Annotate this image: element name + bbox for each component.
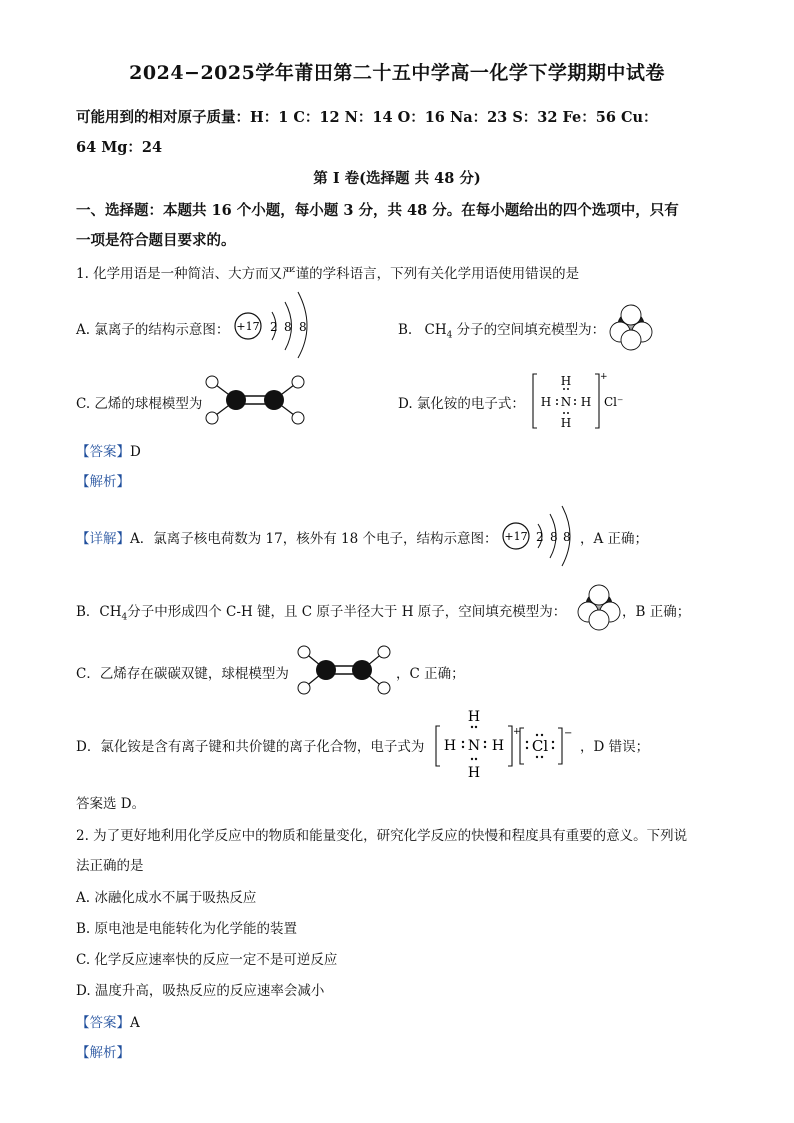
ethylene-ball-stick-model-detail <box>294 642 394 698</box>
atom-h-right: H <box>580 395 592 409</box>
q2-answer-value: A <box>130 1015 140 1031</box>
q2-analysis-label: 【解析】 <box>76 1045 130 1061</box>
q2-option-c: C. 化学反应速率快的反应一定不是可逆反应 <box>76 952 338 968</box>
section-title: 第 I 卷(选择题 共 48 分) <box>313 170 481 187</box>
ammonium-chloride-electron-formula-option <box>530 370 630 432</box>
q1-stem: 1. 化学用语是一种简洁、大方而又严谨的学科语言，下列有关化学用语使用错误的是 <box>76 266 580 282</box>
detail-b-letter: B． <box>76 604 100 620</box>
detail-charge-minus: − <box>564 728 573 739</box>
q1-detail-b <box>76 600 566 623</box>
q2-option-a: A. 冰融化成水不属于吸热反应 <box>76 890 257 906</box>
q1-answer <box>76 440 141 460</box>
q2-stem-line2: 法正确的是 <box>76 858 144 874</box>
charge-plus: + <box>600 372 608 382</box>
q1-detail-d: D．氯化铵是含有离子键和共价键的离子化合物，电子式为 <box>76 739 425 755</box>
detail-b-formula-subscript: 4 <box>121 612 128 623</box>
atom-h-bottom: H <box>560 416 572 430</box>
q1-analysis-label: 【解析】 <box>76 474 130 490</box>
detail-shell-3: 8 <box>563 530 571 544</box>
shell-2-count: 8 <box>284 320 292 334</box>
option-b-text: 分子的空间填充模型为： <box>456 322 606 338</box>
shell-1-count: 2 <box>270 320 278 334</box>
detail-a-text: A．氯离子核电荷数为 17，核外有 18 个电子，结构示意图： <box>130 531 498 547</box>
page-title: 2024−2025学年莆田第二十五中学高一化学下学期期中试卷 <box>129 62 665 84</box>
atomic-masses-line2: 64 Mg：24 <box>76 139 163 156</box>
detail-shell-1: 2 <box>536 530 544 544</box>
detail-atom-cl: Cl <box>531 737 549 755</box>
q1-detail-c-conclusion: ，C 正确； <box>396 666 465 682</box>
detail-atom-h-bottom: H <box>467 765 481 780</box>
q1-option-c: C. 乙烯的球棍模型为 <box>76 396 203 412</box>
q1-detail-b-conclusion: ，B 正确； <box>622 604 691 620</box>
q1-detail-a <box>76 527 497 547</box>
answer-value: D <box>130 444 141 460</box>
answer-label: 【答案】 <box>76 444 130 460</box>
atom-n: N <box>560 395 572 409</box>
q1-conclusion: 答案选 D。 <box>76 796 146 812</box>
detail-atom-h-left: H <box>443 738 457 754</box>
detail-b-text: 分子中形成四个 C-H 键，且 C 原子半径大于 H 原子，空间填充模型为： <box>127 604 567 620</box>
detail-shell-2: 8 <box>550 530 558 544</box>
part1-instructions-line1: 一、选择题：本题共 16 个小题，每小题 3 分，共 48 分。在每小题给出的四个选项中，只有 <box>76 202 679 219</box>
q2-stem-line1: 2. 为了更好地利用化学反应中的物质和能量变化，研究化学反应的快慢和程度具有重要的意义。下列说 <box>76 828 688 844</box>
atom-h-left: H <box>540 395 552 409</box>
q1-option-a: A. 氯离子的结构示意图： <box>76 322 230 338</box>
q2-option-b: B. 原电池是电能转化为化学能的装置 <box>76 921 298 937</box>
q2-answer <box>76 1011 140 1031</box>
methane-space-filling-model-detail <box>574 584 624 632</box>
atom-h-top: H <box>560 374 572 388</box>
chloride-ion-label: Cl⁻ <box>604 395 624 409</box>
detail-atom-n: N <box>467 738 481 754</box>
q1-option-b <box>398 318 605 341</box>
option-b-letter: B. <box>398 322 413 338</box>
shell-3-count: 8 <box>299 320 307 334</box>
methane-space-filling-model <box>606 304 656 352</box>
option-b-formula: CH <box>424 322 447 338</box>
q2-option-d: D. 温度升高，吸热反应的反应速率会减小 <box>76 983 325 999</box>
q1-option-d: D. 氯化铵的电子式： <box>398 396 525 412</box>
part1-instructions-line2: 一项是符合题目要求的。 <box>76 232 236 249</box>
q1-detail-a-conclusion: ，A 正确； <box>580 531 649 547</box>
q1-detail-c: C．乙烯存在碳碳双键，球棍模型为 <box>76 666 289 682</box>
atomic-masses-line1: 可能用到的相对原子质量：H：1 C：12 N：14 O：16 Na：23 S：32 Fe：56 Cu： <box>76 109 658 126</box>
ammonium-chloride-electron-formula-detail <box>432 706 582 780</box>
detail-atom-h-right: H <box>491 738 505 754</box>
q1-detail-d-conclusion: ，D 错误； <box>580 739 650 755</box>
ethylene-ball-stick-model <box>200 372 310 428</box>
option-b-formula-subscript: 4 <box>446 330 453 341</box>
detail-b-formula: CH <box>99 604 122 620</box>
detail-atom-h-top: H <box>467 709 481 725</box>
chloride-ion-structure-diagram <box>232 290 322 360</box>
chloride-ion-structure-diagram-detail <box>500 504 584 568</box>
detail-charge-plus: + <box>513 727 521 737</box>
nucleus-charge: +17 <box>236 320 260 333</box>
nucleus-charge-detail: +17 <box>504 530 528 543</box>
detail-label: 【详解】 <box>76 531 130 547</box>
q2-answer-label: 【答案】 <box>76 1015 130 1031</box>
